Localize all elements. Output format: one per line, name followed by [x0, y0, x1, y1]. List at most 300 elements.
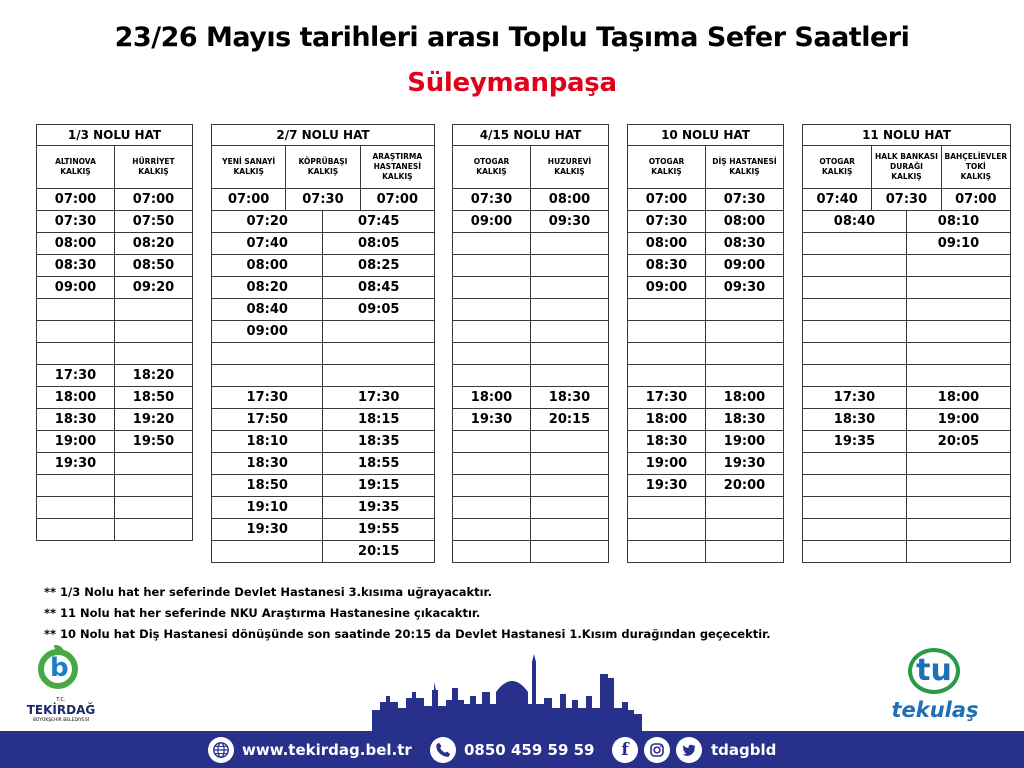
- departure-time: [706, 343, 784, 365]
- table-row: [212, 453, 435, 475]
- departure-time: [212, 343, 323, 365]
- departure-time: 07:30: [872, 189, 941, 211]
- table-row: [453, 497, 609, 519]
- departure-time: [453, 321, 531, 343]
- departure-time: 18:00: [453, 387, 531, 409]
- table-row: [453, 365, 609, 387]
- departure-time: [453, 343, 531, 365]
- table-row: [803, 497, 1011, 519]
- table-row: [37, 475, 193, 497]
- page-title: 23/26 Mayıs tarihleri arası Toplu Taşıma Sefer Saatleri: [114, 22, 910, 53]
- departure-time: [453, 233, 531, 255]
- departure-time: [453, 299, 531, 321]
- departure-time: [803, 277, 907, 299]
- departure-time: 19:35: [803, 431, 907, 453]
- social-item[interactable]: [612, 736, 776, 763]
- departure-time: 19:30: [628, 475, 706, 497]
- departure-time: [37, 475, 115, 497]
- departure-time: 07:00: [212, 189, 286, 211]
- departure-time: [37, 321, 115, 343]
- departure-time: 19:15: [323, 475, 435, 497]
- departure-time: 07:30: [286, 189, 360, 211]
- table-row: [803, 211, 1011, 233]
- table-row: [628, 255, 784, 277]
- departure-time: [706, 519, 784, 541]
- departure-time: 19:35: [323, 497, 435, 519]
- departure-time: 18:00: [628, 409, 706, 431]
- departure-time: 17:30: [37, 365, 115, 387]
- departure-time: 08:20: [115, 233, 193, 255]
- departure-time: 07:30: [706, 189, 784, 211]
- departure-time: [803, 475, 907, 497]
- table-row: [803, 343, 1011, 365]
- departure-time: [803, 541, 907, 563]
- departure-time: 19:50: [115, 431, 193, 453]
- departure-time: [803, 519, 907, 541]
- departure-time: [803, 299, 907, 321]
- table-row: [803, 541, 1011, 563]
- table-row: [803, 475, 1011, 497]
- table-row: [803, 431, 1011, 453]
- departure-time: 18:55: [323, 453, 435, 475]
- departure-time: 09:30: [706, 277, 784, 299]
- table-row: [212, 343, 435, 365]
- table-row: [212, 475, 435, 497]
- phone-item[interactable]: [430, 736, 594, 763]
- departure-time: [803, 255, 907, 277]
- departure-time: 19:00: [906, 409, 1010, 431]
- departure-time: 19:30: [37, 453, 115, 475]
- departure-time: 09:00: [212, 321, 323, 343]
- departure-time: 09:10: [906, 233, 1010, 255]
- departure-time: 08:40: [803, 211, 907, 233]
- table-row: [453, 431, 609, 453]
- departure-time: 18:15: [323, 409, 435, 431]
- departure-time: [453, 475, 531, 497]
- departure-time: 07:50: [115, 211, 193, 233]
- departure-time: 08:00: [628, 233, 706, 255]
- table-row: [628, 233, 784, 255]
- departure-time: 07:30: [37, 211, 115, 233]
- departure-time: [628, 343, 706, 365]
- departure-time: [531, 541, 609, 563]
- departure-time: [531, 365, 609, 387]
- route-name: 10 NOLU HAT: [628, 125, 784, 146]
- departure-time: 08:10: [906, 211, 1010, 233]
- note-line: ** 1/3 Nolu hat her seferinde Devlet Hastanesi 3.kısıma uğrayacaktır.: [44, 585, 492, 599]
- departure-time: 08:40: [212, 299, 323, 321]
- schedule-table: [452, 124, 609, 563]
- route-name: 2/7 NOLU HAT: [212, 125, 435, 146]
- table-row: [37, 343, 193, 365]
- departure-time: [212, 365, 323, 387]
- table-row: [453, 541, 609, 563]
- departure-time: [531, 475, 609, 497]
- departure-time: 07:00: [360, 189, 434, 211]
- departure-time: 08:45: [323, 277, 435, 299]
- departure-time: [803, 321, 907, 343]
- departure-time: [531, 519, 609, 541]
- departure-time: [115, 453, 193, 475]
- table-row: [212, 431, 435, 453]
- departure-time: 19:00: [706, 431, 784, 453]
- departure-time: [906, 475, 1010, 497]
- departure-time: [706, 299, 784, 321]
- table-row: [803, 233, 1011, 255]
- route-10-table: [627, 124, 784, 563]
- table-row: [803, 365, 1011, 387]
- instagram-icon[interactable]: [644, 737, 670, 763]
- departure-time: [323, 321, 435, 343]
- table-row: [212, 365, 435, 387]
- table-row: [212, 255, 435, 277]
- departure-time: 08:30: [706, 233, 784, 255]
- logo-name: TEKİRDAĞ: [26, 703, 96, 717]
- table-row: [453, 233, 609, 255]
- departure-time: 19:30: [706, 453, 784, 475]
- table-row: [628, 519, 784, 541]
- departure-time: [115, 497, 193, 519]
- departure-time: 09:30: [531, 211, 609, 233]
- departure-time: [531, 255, 609, 277]
- departure-time: 19:00: [37, 431, 115, 453]
- departure-time: 18:00: [906, 387, 1010, 409]
- stop-name: HALK BANKASI DURAĞI KALKIŞ: [872, 146, 941, 189]
- departure-time: 07:00: [37, 189, 115, 211]
- stop-name: HÜRRİYET KALKIŞ: [115, 146, 193, 189]
- phone-icon: [430, 737, 456, 763]
- table-row: [212, 387, 435, 409]
- departure-time: [906, 321, 1010, 343]
- departure-time: 19:00: [628, 453, 706, 475]
- note-line: ** 10 Nolu hat Diş Hastanesi dönüşünde son saatinde 20:15 da Devlet Hastanesi 1.Kısım durağından geçecektir.: [44, 627, 771, 641]
- departure-time: 08:20: [212, 277, 323, 299]
- departure-time: 17:30: [803, 387, 907, 409]
- table-row: [628, 211, 784, 233]
- departure-time: [115, 343, 193, 365]
- departure-time: [706, 497, 784, 519]
- district-subtitle: Süleymanpaşa: [407, 68, 617, 98]
- table-row: [37, 519, 193, 541]
- departure-time: 20:15: [323, 541, 435, 563]
- departure-time: 07:40: [803, 189, 872, 211]
- departure-time: 07:00: [115, 189, 193, 211]
- departure-time: [628, 519, 706, 541]
- table-row: [453, 519, 609, 541]
- departure-time: [803, 343, 907, 365]
- departure-time: [37, 299, 115, 321]
- route-name: 4/15 NOLU HAT: [453, 125, 609, 146]
- departure-time: 18:30: [37, 409, 115, 431]
- table-row: [803, 453, 1011, 475]
- departure-time: 18:30: [706, 409, 784, 431]
- departure-time: [531, 497, 609, 519]
- departure-time: 09:05: [323, 299, 435, 321]
- departure-time: [906, 541, 1010, 563]
- notes: [44, 582, 771, 645]
- stop-name: BAHÇELİEVLER TOKİ KALKIŞ: [941, 146, 1010, 189]
- table-row: [453, 299, 609, 321]
- departure-time: 18:00: [37, 387, 115, 409]
- logo-subtitle: BÜYÜKŞEHİR BELEDİYESİ: [32, 718, 90, 723]
- route-1-3-table: [36, 124, 193, 541]
- footer-bar: [0, 731, 1024, 768]
- table-row: [628, 343, 784, 365]
- social-handle[interactable]: tdagbld: [711, 740, 777, 759]
- table-row: [628, 453, 784, 475]
- table-row: [212, 409, 435, 431]
- departure-time: [906, 519, 1010, 541]
- tekulas-mark-icon: [908, 648, 960, 694]
- departure-time: 18:10: [212, 431, 323, 453]
- departure-time: [531, 343, 609, 365]
- departure-time: 07:45: [323, 211, 435, 233]
- departure-time: [906, 277, 1010, 299]
- table-row: [37, 321, 193, 343]
- departure-time: [453, 519, 531, 541]
- table-row: [803, 277, 1011, 299]
- departure-time: 20:05: [906, 431, 1010, 453]
- stop-name: DİŞ HASTANESİ KALKIŞ: [706, 146, 784, 189]
- table-row: [628, 541, 784, 563]
- departure-time: 18:30: [531, 387, 609, 409]
- table-row: [212, 277, 435, 299]
- departure-time: 07:00: [628, 189, 706, 211]
- departure-time: [803, 233, 907, 255]
- departure-time: 07:30: [628, 211, 706, 233]
- departure-time: 18:30: [212, 453, 323, 475]
- table-row: [628, 365, 784, 387]
- departure-time: 08:30: [628, 255, 706, 277]
- departure-time: 19:55: [323, 519, 435, 541]
- departure-time: 07:00: [941, 189, 1010, 211]
- departure-time: 08:00: [706, 211, 784, 233]
- table-row: [453, 453, 609, 475]
- departure-time: [531, 453, 609, 475]
- note-line: ** 11 Nolu hat her seferinde NKU Araştırma Hastanesine çıkacaktır.: [44, 606, 481, 620]
- departure-time: 19:20: [115, 409, 193, 431]
- table-row: [453, 277, 609, 299]
- departure-time: 09:00: [706, 255, 784, 277]
- departure-time: 08:50: [115, 255, 193, 277]
- table-row: [803, 255, 1011, 277]
- twitter-icon[interactable]: [676, 737, 702, 763]
- table-row: [628, 409, 784, 431]
- departure-time: 18:50: [115, 387, 193, 409]
- departure-time: [115, 475, 193, 497]
- table-row: [37, 387, 193, 409]
- departure-time: [531, 299, 609, 321]
- departure-time: [323, 365, 435, 387]
- table-row: [37, 277, 193, 299]
- departure-time: [906, 343, 1010, 365]
- tekirdag-municipality-logo: [20, 645, 102, 730]
- tekulas-name: tekulaş: [891, 698, 979, 722]
- departure-time: 18:30: [803, 409, 907, 431]
- table-row: [37, 409, 193, 431]
- departure-time: [628, 365, 706, 387]
- table-row: [37, 211, 193, 233]
- table-row: [628, 431, 784, 453]
- departure-time: 07:30: [453, 189, 531, 211]
- stop-name: YENİ SANAYİ KALKIŞ: [212, 146, 286, 189]
- departure-time: [803, 497, 907, 519]
- departure-time: 18:20: [115, 365, 193, 387]
- departure-time: 08:00: [531, 189, 609, 211]
- departure-time: [706, 321, 784, 343]
- table-row: [628, 387, 784, 409]
- table-row: [803, 387, 1011, 409]
- departure-time: [115, 321, 193, 343]
- departure-time: [453, 541, 531, 563]
- stop-name: ARAŞTIRMA HASTANESİ KALKIŞ: [360, 146, 434, 189]
- departure-time: [803, 365, 907, 387]
- stop-name: OTOGAR KALKIŞ: [803, 146, 872, 189]
- departure-time: 17:30: [212, 387, 323, 409]
- table-row: [212, 497, 435, 519]
- route-11-table: [802, 124, 1011, 563]
- departure-time: [453, 431, 531, 453]
- departure-time: [531, 233, 609, 255]
- table-row: [37, 431, 193, 453]
- table-row: [453, 211, 609, 233]
- schedule-table: [36, 124, 193, 541]
- departure-time: [37, 497, 115, 519]
- table-row: [803, 519, 1011, 541]
- table-row: [212, 233, 435, 255]
- departure-time: [906, 453, 1010, 475]
- departure-time: 19:10: [212, 497, 323, 519]
- tekulas-logo: [880, 648, 990, 733]
- table-row: [803, 321, 1011, 343]
- route-name: 1/3 NOLU HAT: [37, 125, 193, 146]
- departure-time: [706, 541, 784, 563]
- table-row: [803, 409, 1011, 431]
- departure-time: 09:20: [115, 277, 193, 299]
- table-row: [628, 299, 784, 321]
- departure-time: 17:30: [323, 387, 435, 409]
- tekulas-mark: tu: [916, 653, 952, 688]
- table-row: [628, 497, 784, 519]
- table-row: [212, 519, 435, 541]
- departure-time: [906, 299, 1010, 321]
- schedule-table: [802, 124, 1011, 563]
- stop-name: OTOGAR KALKIŞ: [628, 146, 706, 189]
- departure-time: [453, 255, 531, 277]
- table-row: [37, 365, 193, 387]
- table-row: [453, 409, 609, 431]
- table-row: [453, 475, 609, 497]
- departure-time: [453, 497, 531, 519]
- route-2-7-table: [211, 124, 435, 563]
- table-row: [37, 453, 193, 475]
- departure-time: [628, 541, 706, 563]
- departure-time: [212, 541, 323, 563]
- stop-name: ALTINOVA KALKIŞ: [37, 146, 115, 189]
- table-row: [37, 299, 193, 321]
- table-row: [628, 277, 784, 299]
- departure-time: [531, 431, 609, 453]
- departure-time: 18:30: [628, 431, 706, 453]
- departure-time: [906, 365, 1010, 387]
- departure-time: 20:00: [706, 475, 784, 497]
- stop-name: OTOGAR KALKIŞ: [453, 146, 531, 189]
- table-row: [453, 387, 609, 409]
- departure-time: [531, 321, 609, 343]
- phone-number[interactable]: 0850 459 59 59: [464, 740, 595, 759]
- departure-time: 19:30: [453, 409, 531, 431]
- schedule-table: [211, 124, 435, 563]
- departure-time: [453, 365, 531, 387]
- departure-time: 20:15: [531, 409, 609, 431]
- departure-time: 08:25: [323, 255, 435, 277]
- departure-time: [37, 343, 115, 365]
- departure-time: 08:30: [37, 255, 115, 277]
- departure-time: [531, 277, 609, 299]
- departure-time: [803, 453, 907, 475]
- departure-time: 18:00: [706, 387, 784, 409]
- departure-time: 09:00: [37, 277, 115, 299]
- departure-time: [906, 255, 1010, 277]
- departure-time: 18:50: [212, 475, 323, 497]
- table-row: [212, 541, 435, 563]
- departure-time: 19:30: [212, 519, 323, 541]
- table-row: [453, 255, 609, 277]
- stop-name: HUZUREVİ KALKIŞ: [531, 146, 609, 189]
- departure-time: [323, 343, 435, 365]
- departure-time: 07:40: [212, 233, 323, 255]
- website-link[interactable]: www.tekirdag.bel.tr: [242, 740, 412, 759]
- departure-time: [628, 497, 706, 519]
- website-item[interactable]: [208, 736, 412, 763]
- table-row: [37, 497, 193, 519]
- departure-time: 09:00: [628, 277, 706, 299]
- facebook-icon[interactable]: f: [612, 737, 638, 763]
- departure-time: [37, 519, 115, 541]
- departure-time: 18:35: [323, 431, 435, 453]
- table-row: [453, 321, 609, 343]
- logo-letter: b: [50, 653, 69, 683]
- departure-time: [706, 365, 784, 387]
- departure-time: 08:05: [323, 233, 435, 255]
- departure-time: [453, 277, 531, 299]
- table-row: [37, 233, 193, 255]
- table-row: [212, 321, 435, 343]
- departure-time: [453, 453, 531, 475]
- departure-time: 17:50: [212, 409, 323, 431]
- stop-name: KÖPRÜBAŞI KALKIŞ: [286, 146, 360, 189]
- city-skyline-icon: [372, 652, 642, 732]
- departure-time: 08:00: [212, 255, 323, 277]
- departure-time: 17:30: [628, 387, 706, 409]
- departure-time: [115, 299, 193, 321]
- departure-time: [115, 519, 193, 541]
- table-row: [453, 343, 609, 365]
- table-row: [628, 321, 784, 343]
- route-name: 11 NOLU HAT: [803, 125, 1011, 146]
- departure-time: [628, 321, 706, 343]
- table-row: [628, 475, 784, 497]
- globe-icon: [208, 737, 234, 763]
- schedule-table: [627, 124, 784, 563]
- departure-time: 08:00: [37, 233, 115, 255]
- departure-time: 09:00: [453, 211, 531, 233]
- table-row: [37, 255, 193, 277]
- table-row: [212, 211, 435, 233]
- departure-time: 07:20: [212, 211, 323, 233]
- departure-time: [906, 497, 1010, 519]
- table-row: [803, 299, 1011, 321]
